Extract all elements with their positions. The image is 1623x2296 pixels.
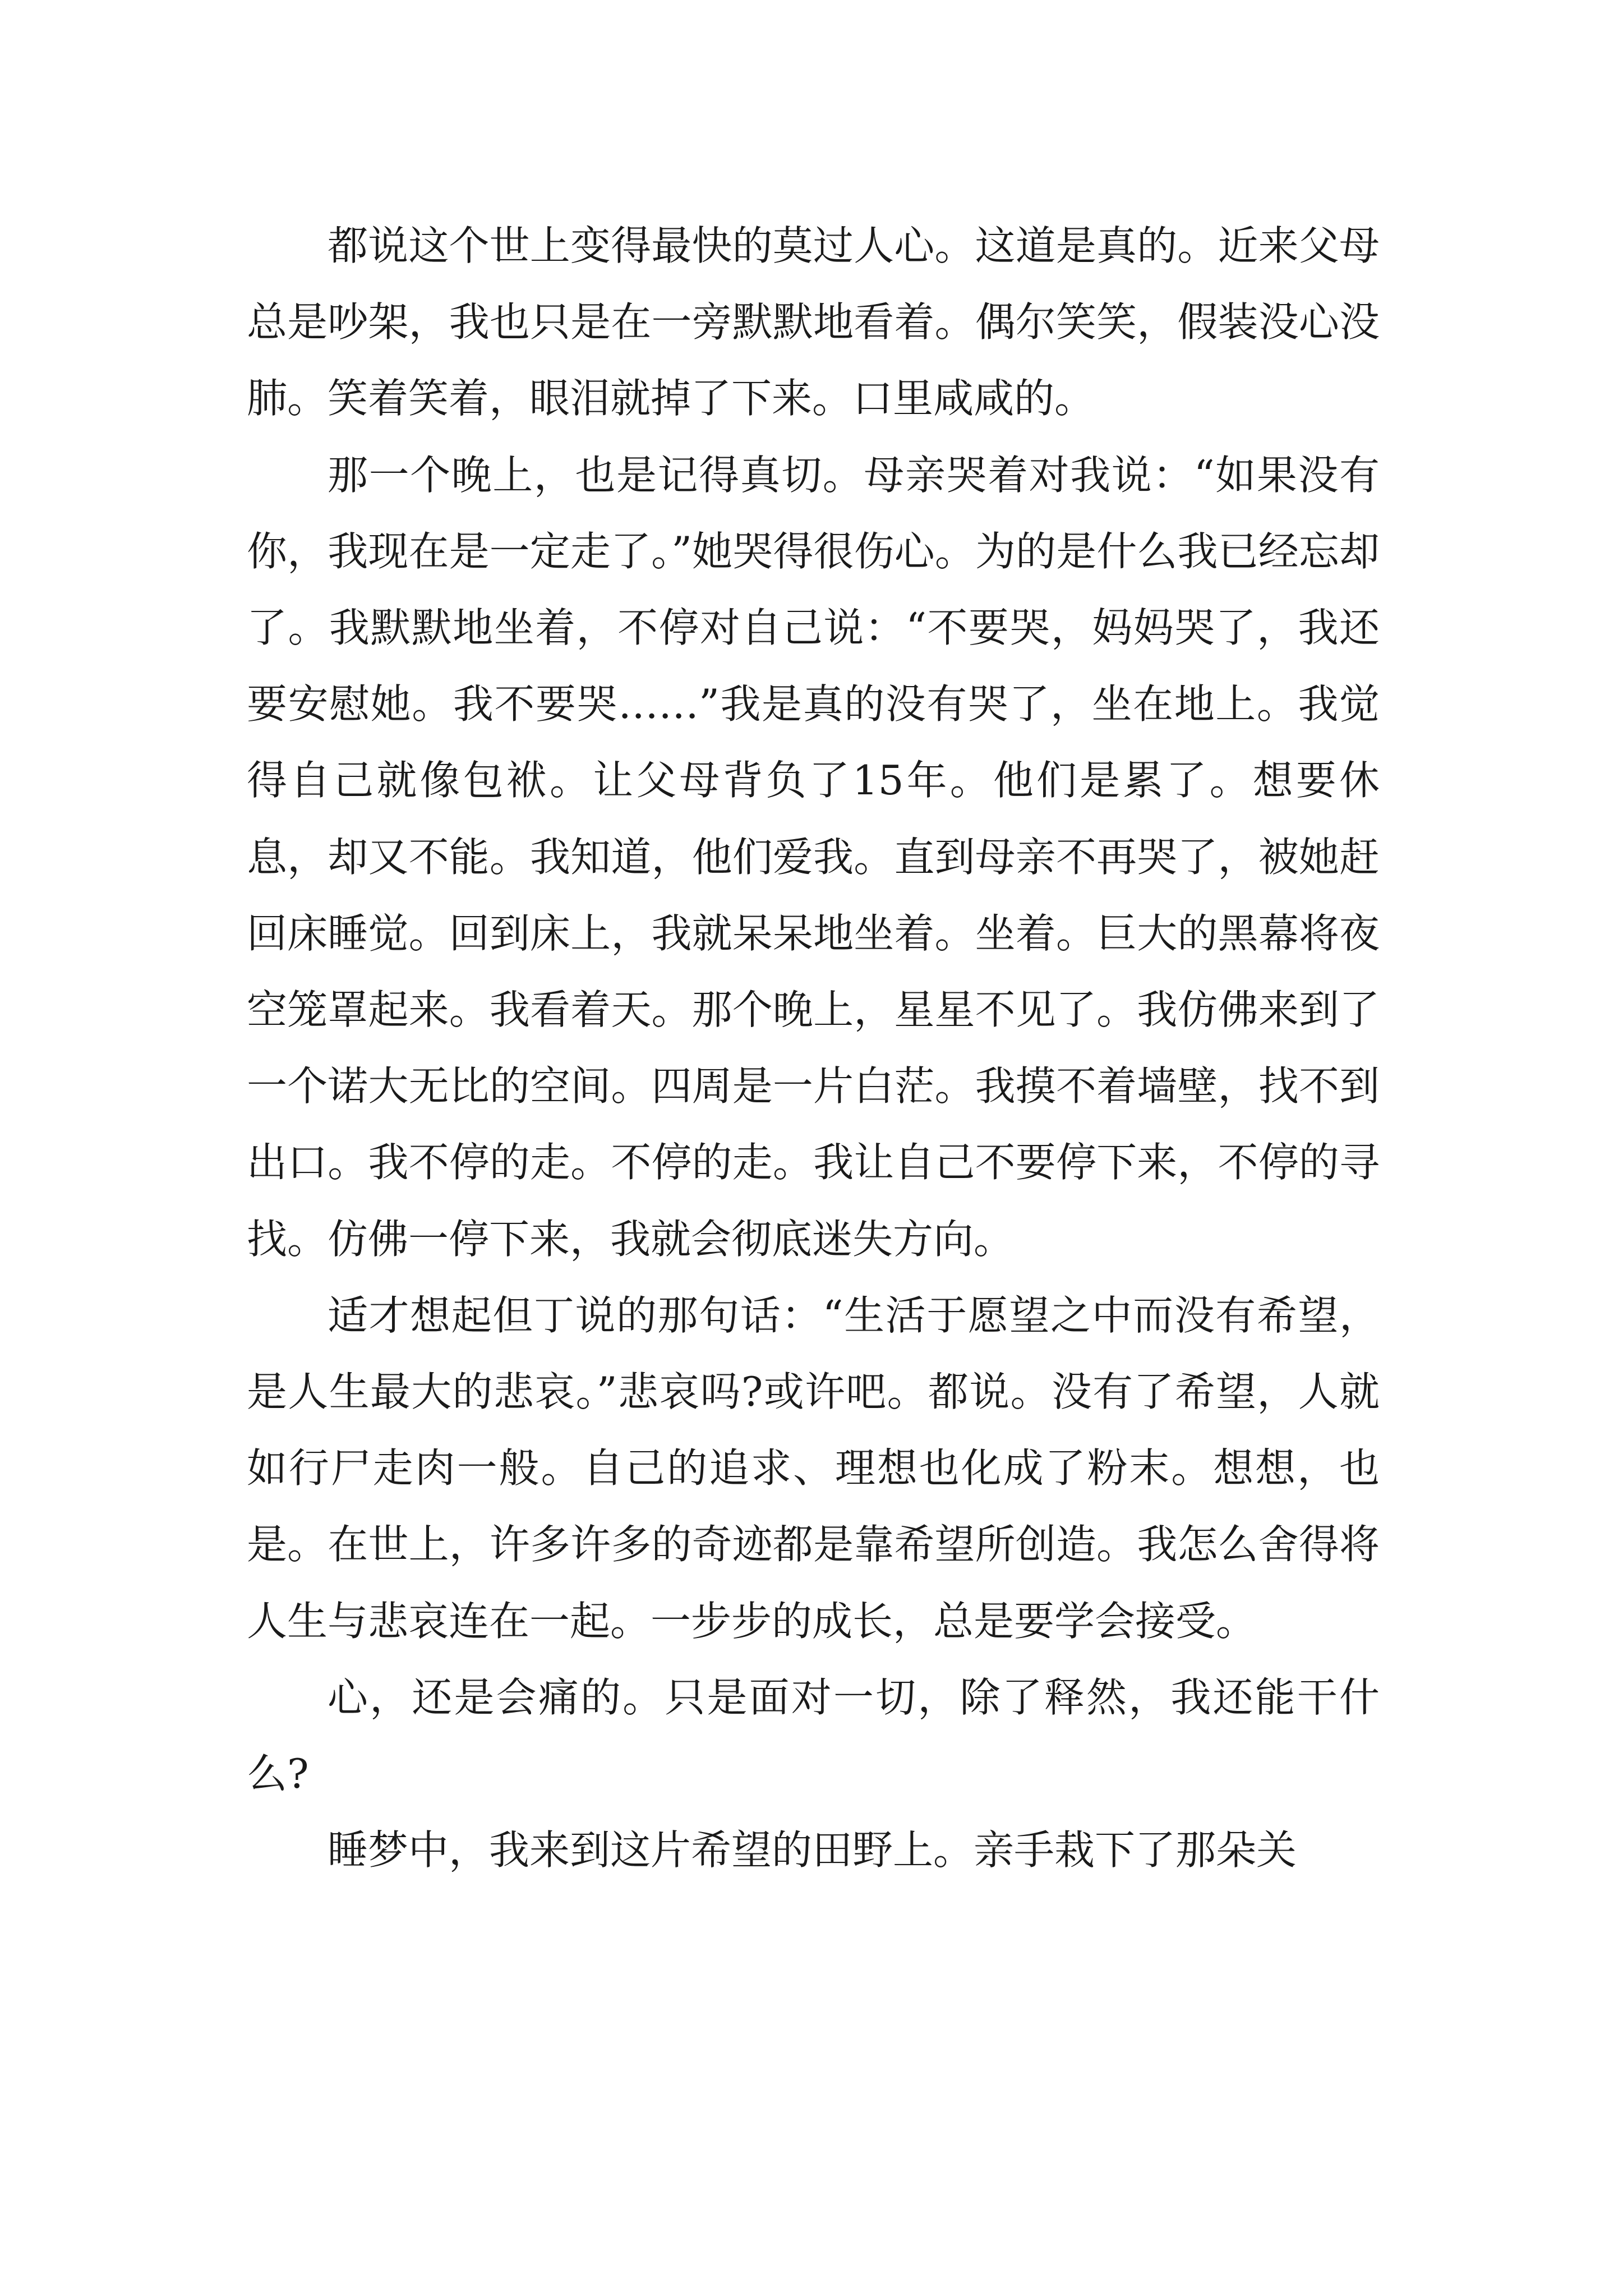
- paragraph-4: 心，还是会痛的。只是面对一切，除了释然，我还能干什么?: [247, 1673, 1380, 1798]
- paragraph-2: 那一个晚上，也是记得真切。母亲哭着对我说：“如果没有你，我现在是一定走了。”她哭得很伤心。为的是什么我已经忘却了。我默默地坐着，不停对自己说：“不要哭，妈妈哭了，我还要安慰她。我不要哭……”我是真的没有哭了，坐在地上。我觉得自己就像包袱。让父母背负了15年。他们是累了。想要休息，却又不能。我知道，他们爱我。直到母亲不再哭了，被她赶回床睡觉。回到床上，我就呆呆地坐着。坐着。巨大的黑幕将夜空笼罩起来。我看着天。那个晚上，星星不见了。我仿佛来到了一个诺大无比的空间。四周是一片白茫。我摸不着墙壁，找不到出口。我不停的走。不停的走。我让自己不要停下来，不停的寻找。仿佛一停下来，我就会彻底迷失方向。: [247, 451, 1380, 1263]
- paragraph-5: 睡梦中，我来到这片希望的田野上。亲手栽下了那朵关: [328, 1826, 1297, 1874]
- paragraph-1: 都说这个世上变得最快的莫过人心。这道是真的。近来父母总是吵架，我也只是在一旁默默地看着。偶尔笑笑，假装没心没肺。笑着笑着，眼泪就掉了下来。口里咸咸的。: [247, 222, 1380, 422]
- document-body: [247, 208, 1380, 1888]
- paragraph-3: 适才想起但丁说的那句话：“生活于愿望之中而没有希望，是人生最大的悲哀。”悲哀吗?或许吧。都说。没有了希望，人就如行尸走肉一般。自己的追求、理想也化成了粉末。想想，也是。在世上，许多许多的奇迹都是靠希望所创造。我怎么舍得将人生与悲哀连在一起。一步步的成长，总是要学会接受。: [247, 1291, 1380, 1645]
